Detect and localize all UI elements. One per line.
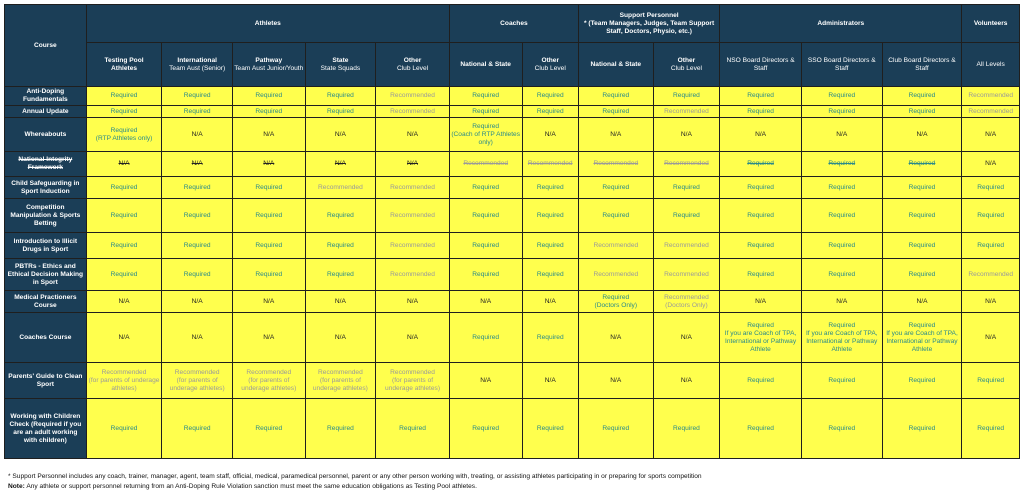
requirement-cell: Required bbox=[720, 363, 802, 399]
requirement-cell: Recommended bbox=[653, 233, 720, 259]
table-row bbox=[5, 118, 1020, 152]
requirement-cell: N/A bbox=[522, 363, 578, 399]
requirement-cell: Required bbox=[653, 177, 720, 199]
requirement-cell: N/A bbox=[376, 118, 450, 152]
requirement-cell: Required bbox=[578, 87, 653, 106]
requirement-cell: N/A bbox=[962, 118, 1020, 152]
requirement-cell: N/A bbox=[653, 313, 720, 363]
requirement-cell: Recommended bbox=[522, 152, 578, 177]
requirement-cell: Required bbox=[882, 199, 962, 233]
requirement-cell: Required bbox=[522, 199, 578, 233]
requirement-cell: Required bbox=[801, 87, 882, 106]
requirement-cell: Recommended bbox=[305, 177, 376, 199]
requirement-cell: Recommended bbox=[376, 177, 450, 199]
requirement-cell: N/A bbox=[653, 363, 720, 399]
header-subcolumn: International Team Aust (Senior) bbox=[162, 43, 233, 87]
requirement-cell: N/A bbox=[962, 291, 1020, 313]
requirement-cell: Required bbox=[720, 152, 802, 177]
requirement-cell: Required bbox=[720, 259, 802, 291]
row-course-label: Coaches Course bbox=[5, 313, 87, 363]
requirement-cell: N/A bbox=[653, 118, 720, 152]
requirement-cell: N/A bbox=[232, 118, 305, 152]
requirement-cell: Required bbox=[232, 177, 305, 199]
requirement-cell: Required bbox=[882, 363, 962, 399]
requirement-cell: N/A bbox=[305, 313, 376, 363]
requirement-cell: Required bbox=[522, 87, 578, 106]
table-row bbox=[5, 233, 1020, 259]
requirement-cell: Recommended (for parents of underage athletes) bbox=[305, 363, 376, 399]
table-row bbox=[5, 177, 1020, 199]
requirement-cell: Required bbox=[801, 106, 882, 118]
requirement-cell: Required bbox=[801, 399, 882, 459]
requirement-cell: N/A bbox=[962, 152, 1020, 177]
requirement-cell: Required bbox=[801, 259, 882, 291]
requirement-cell: Required bbox=[801, 233, 882, 259]
requirement-cell: Required bbox=[232, 199, 305, 233]
requirement-cell: N/A bbox=[232, 152, 305, 177]
requirement-cell: Required bbox=[305, 199, 376, 233]
row-course-label: Medical Practioners Course bbox=[5, 291, 87, 313]
requirement-cell: Required bbox=[962, 363, 1020, 399]
requirement-cell: Required bbox=[449, 399, 522, 459]
header-subcolumn: Pathway Team Aust Junior/Youth bbox=[232, 43, 305, 87]
requirement-cell: N/A bbox=[882, 118, 962, 152]
requirement-cell: N/A bbox=[376, 313, 450, 363]
header-group: Coaches bbox=[449, 5, 578, 43]
row-course-label: Parents' Guide to Clean Sport bbox=[5, 363, 87, 399]
requirement-cell: Required bbox=[162, 87, 233, 106]
requirement-cell: Required bbox=[522, 399, 578, 459]
requirement-cell: Required bbox=[449, 313, 522, 363]
row-course-label: Competition Manipulation & Sports Betting bbox=[5, 199, 87, 233]
requirement-cell: N/A bbox=[162, 118, 233, 152]
requirement-cell: N/A bbox=[882, 291, 962, 313]
requirement-cell: Required bbox=[522, 233, 578, 259]
requirement-cell: N/A bbox=[232, 291, 305, 313]
requirement-cell: Required bbox=[962, 399, 1020, 459]
requirement-cell: Required bbox=[305, 259, 376, 291]
requirement-cell: Required bbox=[962, 177, 1020, 199]
header-subcolumn: State State Squads bbox=[305, 43, 376, 87]
row-course-label: Anti-Doping Fundamentals bbox=[5, 87, 87, 106]
requirement-cell: Required If you are Coach of TPA, International or Pathway Athlete bbox=[801, 313, 882, 363]
requirement-cell: Required bbox=[653, 199, 720, 233]
footnote-support-personnel: * Support Personnel includes any coach, trainer, manager, agent, team staff, official, medical, paramedical personnel, parent or any other person working with, treating, or assisting athletes participating in or preparing for sports competition bbox=[8, 473, 702, 480]
requirement-cell: Recommended bbox=[376, 106, 450, 118]
requirement-cell: Required bbox=[801, 152, 882, 177]
requirement-cell: Required bbox=[801, 363, 882, 399]
requirement-cell: N/A bbox=[522, 118, 578, 152]
requirement-cell: Required bbox=[86, 259, 162, 291]
requirement-cell: Required bbox=[578, 199, 653, 233]
header-subcolumn: Other Club Level bbox=[376, 43, 450, 87]
requirement-cell: Recommended (Doctors Only) bbox=[653, 291, 720, 313]
education-requirements-table bbox=[4, 4, 1020, 459]
header-course: Course bbox=[5, 5, 87, 87]
header-subcolumn: All Levels bbox=[962, 43, 1020, 87]
requirement-cell: Required bbox=[162, 199, 233, 233]
requirement-cell: N/A bbox=[232, 313, 305, 363]
requirement-cell: N/A bbox=[305, 118, 376, 152]
table-row bbox=[5, 106, 1020, 118]
requirement-cell: Required bbox=[962, 233, 1020, 259]
requirement-cell: N/A bbox=[801, 291, 882, 313]
footnote-note: Note: Any athlete or support personnel returning from an Anti-Doping Rule Violation sanction must meet the same education obligations as Testing Pool athletes. bbox=[8, 483, 477, 490]
requirement-cell: Required bbox=[86, 106, 162, 118]
row-course-label: National Integrity Framework bbox=[5, 152, 87, 177]
row-course-label: Whereabouts bbox=[5, 118, 87, 152]
requirement-cell: Required bbox=[86, 87, 162, 106]
table-row bbox=[5, 152, 1020, 177]
requirement-cell: Recommended bbox=[653, 259, 720, 291]
requirement-cell: Required bbox=[232, 87, 305, 106]
requirement-cell: Required bbox=[720, 233, 802, 259]
requirement-cell: Required bbox=[86, 199, 162, 233]
header-group: Administrators bbox=[720, 5, 962, 43]
requirement-cell: Required bbox=[801, 177, 882, 199]
requirement-cell: Recommended bbox=[962, 259, 1020, 291]
requirement-cell: Required If you are Coach of TPA, International or Pathway Athlete bbox=[882, 313, 962, 363]
requirement-cell: Required bbox=[305, 106, 376, 118]
row-course-label: Working with Children Check (Required if you are an adult working with children) bbox=[5, 399, 87, 459]
requirement-cell: Required bbox=[653, 87, 720, 106]
requirement-cell: Recommended bbox=[653, 152, 720, 177]
requirement-cell: Recommended (for parents of underage athletes) bbox=[86, 363, 162, 399]
requirement-cell: Required bbox=[720, 399, 802, 459]
requirement-cell: Required bbox=[232, 399, 305, 459]
requirement-cell: Recommended bbox=[653, 106, 720, 118]
table-row bbox=[5, 313, 1020, 363]
requirement-cell: Required bbox=[162, 106, 233, 118]
requirement-cell: Required bbox=[522, 259, 578, 291]
requirement-cell: Required bbox=[305, 233, 376, 259]
requirement-cell: Required bbox=[882, 399, 962, 459]
table-row bbox=[5, 399, 1020, 459]
requirement-cell: Required bbox=[305, 87, 376, 106]
requirement-cell: Required bbox=[882, 233, 962, 259]
requirement-cell: Required bbox=[801, 199, 882, 233]
header-group: Support Personnel * (Team Managers, Judges, Team Support Staff, Doctors, Physio, etc.) bbox=[578, 5, 719, 43]
header-subcolumn: Club Board Directors & Staff bbox=[882, 43, 962, 87]
requirement-cell: Recommended bbox=[449, 152, 522, 177]
requirement-cell: Required bbox=[578, 399, 653, 459]
row-course-label: Child Safeguarding in Sport Induction bbox=[5, 177, 87, 199]
requirement-cell: N/A bbox=[162, 313, 233, 363]
requirement-cell: Recommended bbox=[376, 87, 450, 106]
requirement-cell: Recommended bbox=[376, 199, 450, 233]
requirement-cell: Required bbox=[86, 177, 162, 199]
requirement-cell: Required bbox=[232, 233, 305, 259]
requirement-cell: Required bbox=[522, 177, 578, 199]
requirement-cell: N/A bbox=[578, 313, 653, 363]
requirement-cell: Required bbox=[882, 106, 962, 118]
requirement-cell: N/A bbox=[720, 291, 802, 313]
requirement-cell: Required bbox=[882, 259, 962, 291]
requirement-cell: Required bbox=[720, 177, 802, 199]
requirement-cell: N/A bbox=[578, 118, 653, 152]
requirement-cell: Required bbox=[882, 87, 962, 106]
requirement-cell: Required bbox=[86, 233, 162, 259]
table-row bbox=[5, 363, 1020, 399]
requirement-cell: N/A bbox=[801, 118, 882, 152]
requirement-cell: Required bbox=[720, 87, 802, 106]
requirement-cell: N/A bbox=[578, 363, 653, 399]
requirement-cell: Required bbox=[449, 87, 522, 106]
table-row bbox=[5, 87, 1020, 106]
requirement-cell: Recommended bbox=[962, 87, 1020, 106]
requirement-cell: N/A bbox=[449, 291, 522, 313]
header-subcolumn: Other Club Level bbox=[522, 43, 578, 87]
header-subcolumn: National & State bbox=[449, 43, 522, 87]
header-subcolumn: NSO Board Directors & Staff bbox=[720, 43, 802, 87]
row-course-label: Annual Update bbox=[5, 106, 87, 118]
requirement-cell: Required bbox=[449, 259, 522, 291]
requirement-cell: Required If you are Coach of TPA, International or Pathway Athlete bbox=[720, 313, 802, 363]
requirement-cell: Recommended (for parents of underage athletes) bbox=[232, 363, 305, 399]
requirement-cell: N/A bbox=[449, 363, 522, 399]
requirement-cell: Recommended bbox=[578, 259, 653, 291]
requirement-cell: N/A bbox=[305, 291, 376, 313]
requirement-cell: Required bbox=[578, 177, 653, 199]
requirement-cell: Required (RTP Athletes only) bbox=[86, 118, 162, 152]
requirement-cell: Recommended (for parents of underage athletes) bbox=[162, 363, 233, 399]
requirement-cell: Required bbox=[162, 259, 233, 291]
requirement-cell: N/A bbox=[376, 291, 450, 313]
requirement-cell: Required bbox=[449, 106, 522, 118]
requirement-cell: Required bbox=[522, 313, 578, 363]
table-row bbox=[5, 199, 1020, 233]
requirement-cell: Required bbox=[376, 399, 450, 459]
requirement-cell: Required bbox=[578, 106, 653, 118]
requirement-cell: Required bbox=[449, 233, 522, 259]
requirement-cell: Required bbox=[882, 152, 962, 177]
requirement-cell: Recommended (for parents of underage athletes) bbox=[376, 363, 450, 399]
requirement-cell: Required (Doctors Only) bbox=[578, 291, 653, 313]
header-subcolumn: National & State bbox=[578, 43, 653, 87]
requirement-cell: Recommended bbox=[376, 259, 450, 291]
requirement-cell: N/A bbox=[720, 118, 802, 152]
requirement-cell: Required bbox=[882, 177, 962, 199]
requirement-cell: Required bbox=[449, 199, 522, 233]
requirement-cell: Required bbox=[720, 106, 802, 118]
requirement-cell: Required bbox=[653, 399, 720, 459]
requirement-cell: N/A bbox=[522, 291, 578, 313]
requirement-cell: N/A bbox=[162, 152, 233, 177]
header-group: Volunteers bbox=[962, 5, 1020, 43]
table-row bbox=[5, 291, 1020, 313]
requirement-cell: Required bbox=[162, 177, 233, 199]
requirement-cell: Required bbox=[305, 399, 376, 459]
requirement-cell: Recommended bbox=[578, 152, 653, 177]
requirement-cell: Recommended bbox=[962, 106, 1020, 118]
requirement-cell: N/A bbox=[376, 152, 450, 177]
requirement-cell: Required (Coach of RTP Athletes only) bbox=[449, 118, 522, 152]
requirement-cell: Required bbox=[449, 177, 522, 199]
requirement-cell: Recommended bbox=[376, 233, 450, 259]
requirement-cell: N/A bbox=[962, 313, 1020, 363]
requirement-cell: N/A bbox=[86, 152, 162, 177]
requirement-cell: Required bbox=[86, 399, 162, 459]
requirement-cell: Required bbox=[232, 259, 305, 291]
requirement-cell: N/A bbox=[86, 313, 162, 363]
table-row bbox=[5, 259, 1020, 291]
requirement-cell: N/A bbox=[86, 291, 162, 313]
requirement-cell: Required bbox=[232, 106, 305, 118]
requirement-cell: Required bbox=[162, 399, 233, 459]
requirement-cell: Required bbox=[962, 199, 1020, 233]
header-group: Athletes bbox=[86, 5, 449, 43]
header-subcolumn: Other Club Level bbox=[653, 43, 720, 87]
header-subcolumn: Testing Pool Athletes bbox=[86, 43, 162, 87]
row-course-label: PBTRs - Ethics and Ethical Decision Making in Sport bbox=[5, 259, 87, 291]
requirement-cell: Required bbox=[522, 106, 578, 118]
header-subcolumn: SSO Board Directors & Staff bbox=[801, 43, 882, 87]
requirement-cell: Required bbox=[162, 233, 233, 259]
requirement-cell: Recommended bbox=[578, 233, 653, 259]
requirement-cell: Required bbox=[720, 199, 802, 233]
row-course-label: Introduction to Illicit Drugs in Sport bbox=[5, 233, 87, 259]
requirement-cell: N/A bbox=[305, 152, 376, 177]
requirement-cell: N/A bbox=[162, 291, 233, 313]
